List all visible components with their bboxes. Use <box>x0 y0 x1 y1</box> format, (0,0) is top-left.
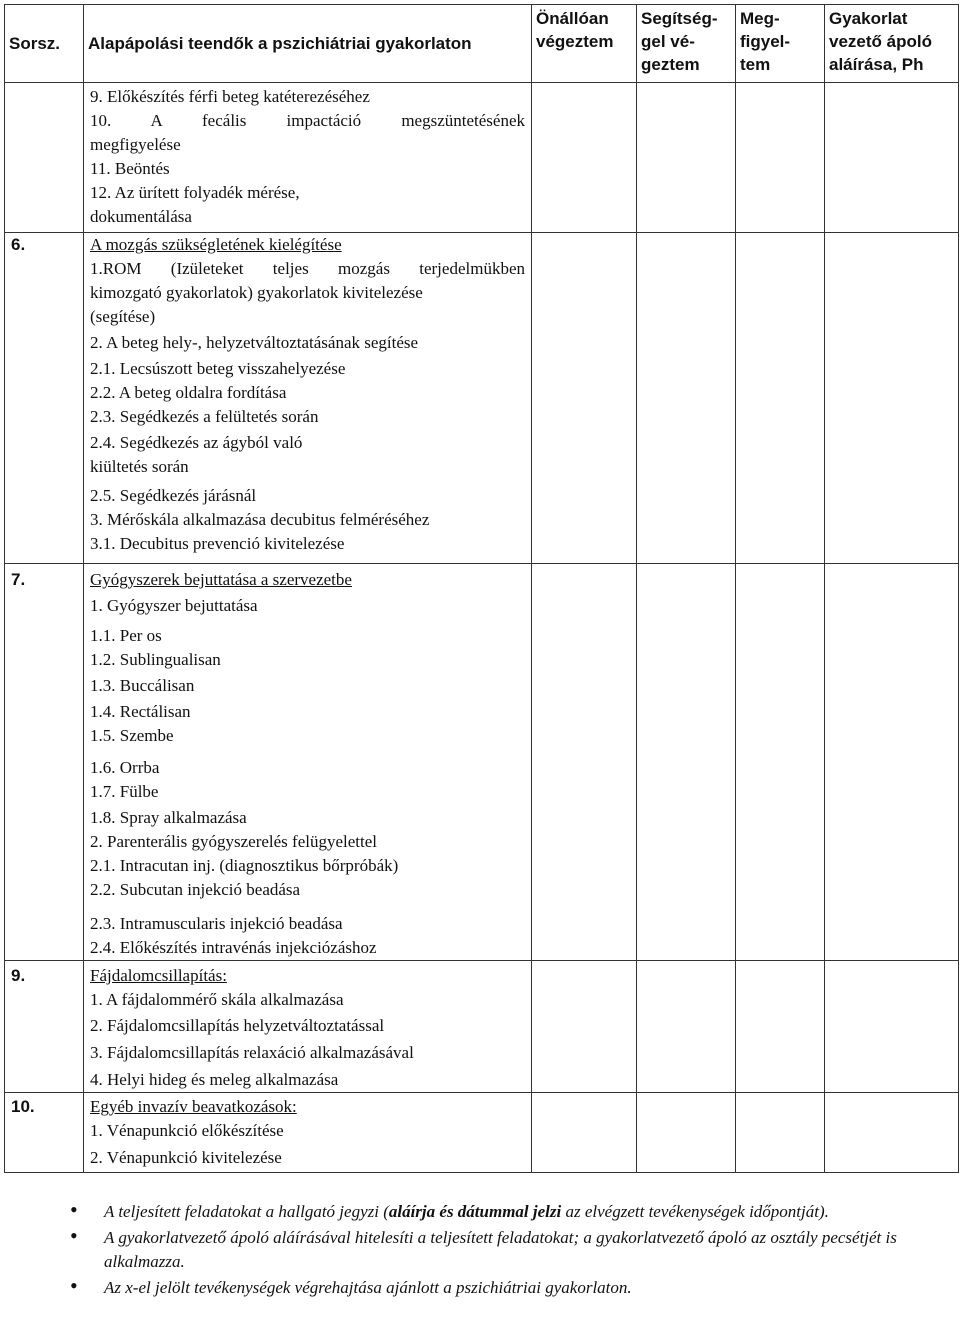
task-line: 9. Előkészítés férfi beteg katéterezéséhez <box>90 87 370 106</box>
row-number-cell: 9. <box>5 961 84 1093</box>
onalloan-checkbox-cell[interactable] <box>532 564 637 961</box>
task-line: 1.7. Fülbe <box>90 782 159 801</box>
signature-cell[interactable] <box>825 961 959 1093</box>
practice-checklist-table <box>4 4 959 1173</box>
header-row <box>5 5 959 83</box>
section-title: A mozgás szükségletének kielégítése <box>90 235 342 254</box>
task-line: kimozgató gyakorlatok) gyakorlatok kivitelezése <box>90 283 423 302</box>
task-line: 3.1. Decubitus prevenció kivitelezése <box>90 534 345 553</box>
task-line: 2.4. Segédkezés az ágyból való <box>90 433 303 452</box>
footnotes-list <box>70 1200 930 1302</box>
task-cell <box>84 233 532 564</box>
task-line: 2.2. Subcutan injekció beadása <box>90 880 301 899</box>
signature-cell[interactable] <box>825 564 959 961</box>
task-line: kiültetés során <box>90 457 189 476</box>
row-number-cell: 7. <box>5 564 84 961</box>
task-line: 10. A fecális impactáció megszüntetésének <box>90 111 525 130</box>
task-line: 2. Parenterális gyógyszerelés felügyelettel <box>90 832 377 851</box>
row-number-cell <box>5 83 84 233</box>
task-line: 1. Gyógyszer bejuttatása <box>90 596 258 615</box>
task-line: 3. Mérőskála alkalmazása decubitus felméréséhez <box>90 510 430 529</box>
megfigyeltem-checkbox-cell[interactable] <box>736 1093 825 1173</box>
task-line: (segítése) <box>90 307 156 326</box>
table-row-section-7 <box>5 564 959 961</box>
segitseggel-checkbox-cell[interactable] <box>637 83 736 233</box>
header-task: Alapápolási teendők a pszichiátriai gyakorlaton <box>84 5 532 83</box>
task-line: 2.3. Intramuscularis injekció beadása <box>90 914 343 933</box>
table-row-section-5-continued <box>5 83 959 233</box>
task-line: 1.6. Orrba <box>90 758 160 777</box>
task-line: megfigyelése <box>90 135 181 154</box>
task-line: 1.5. Szembe <box>90 726 174 745</box>
section-title: Gyógyszerek bejuttatása a szervezetbe <box>90 570 352 589</box>
row-number-cell: 6. <box>5 233 84 564</box>
header-onalloan: Önállóan végeztem <box>532 5 637 83</box>
segitseggel-checkbox-cell[interactable] <box>637 233 736 564</box>
onalloan-checkbox-cell[interactable] <box>532 961 637 1093</box>
segitseggel-checkbox-cell[interactable] <box>637 961 736 1093</box>
onalloan-checkbox-cell[interactable] <box>532 83 637 233</box>
task-line: 2.1. Intracutan inj. (diagnosztikus bőrpróbák) <box>90 856 399 875</box>
header-alairas: Gyakorlat vezető ápoló aláírása, Ph <box>825 5 959 83</box>
task-line: 1. A fájdalommérő skála alkalmazása <box>90 990 344 1009</box>
footnote-item: • A teljesített feladatokat a hallgató jegyzi (aláírja és dátummal jelzi az elvégzett tevékenységek időpontját). <box>70 1200 930 1224</box>
megfigyeltem-checkbox-cell[interactable] <box>736 961 825 1093</box>
header-sorsz: Sorsz. <box>5 5 84 83</box>
task-line: 4. Helyi hideg és meleg alkalmazása <box>90 1070 339 1089</box>
task-line: 1.ROM (Izületeket teljes mozgás terjedelmükben <box>90 259 525 278</box>
task-line: 2. Fájdalomcsillapítás helyzetváltoztatással <box>90 1016 385 1035</box>
section-title: Egyéb invazív beavatkozások: <box>90 1097 297 1116</box>
task-line: 2.3. Segédkezés a felültetés során <box>90 407 319 426</box>
task-line: 1. Vénapunkció előkészítése <box>90 1121 284 1140</box>
task-cell <box>84 1093 532 1173</box>
task-cell <box>84 961 532 1093</box>
task-line: 1.1. Per os <box>90 626 162 645</box>
footnote-item: • A gyakorlatvezető ápoló aláírásával hitelesíti a teljesített feladatokat; a gyakorlatvezető ápoló az osztály pecsétjét is alkalmazza. <box>70 1226 930 1274</box>
task-line: 2. A beteg hely-, helyzetváltoztatásának segítése <box>90 333 419 352</box>
task-line: 12. Az ürített folyadék mérése, <box>90 183 300 202</box>
task-line: dokumentálása <box>90 207 192 226</box>
onalloan-checkbox-cell[interactable] <box>532 233 637 564</box>
signature-cell[interactable] <box>825 1093 959 1173</box>
task-line: 2.2. A beteg oldalra fordítása <box>90 383 287 402</box>
table-row-section-9 <box>5 961 959 1093</box>
signature-cell[interactable] <box>825 83 959 233</box>
task-line: 2.5. Segédkezés járásnál <box>90 486 257 505</box>
task-line: 1.3. Buccálisan <box>90 676 195 695</box>
megfigyeltem-checkbox-cell[interactable] <box>736 233 825 564</box>
footnote-item: • Az x-el jelölt tevékenységek végrehajtása ajánlott a pszichiátriai gyakorlaton. <box>70 1276 930 1300</box>
task-cell <box>84 83 532 233</box>
row-number-cell: 10. <box>5 1093 84 1173</box>
task-line: 11. Beöntés <box>90 159 170 178</box>
task-line: 2.4. Előkészítés intravénás injekciózáshoz <box>90 938 377 957</box>
megfigyeltem-checkbox-cell[interactable] <box>736 83 825 233</box>
task-line: 3. Fájdalomcsillapítás relaxáció alkalmazásával <box>90 1043 414 1062</box>
segitseggel-checkbox-cell[interactable] <box>637 564 736 961</box>
table-row-section-6 <box>5 233 959 564</box>
signature-cell[interactable] <box>825 233 959 564</box>
section-title: Fájdalomcsillapítás: <box>90 966 227 985</box>
megfigyeltem-checkbox-cell[interactable] <box>736 564 825 961</box>
table-row-section-10 <box>5 1093 959 1173</box>
segitseggel-checkbox-cell[interactable] <box>637 1093 736 1173</box>
task-line: 1.4. Rectálisan <box>90 702 191 721</box>
task-cell <box>84 564 532 961</box>
task-line: 1.8. Spray alkalmazása <box>90 808 247 827</box>
task-line: 2.1. Lecsúszott beteg visszahelyezése <box>90 359 346 378</box>
onalloan-checkbox-cell[interactable] <box>532 1093 637 1173</box>
header-segitseggel: Segítség- gel vé- geztem <box>637 5 736 83</box>
task-line: 1.2. Sublingualisan <box>90 650 221 669</box>
header-megfigyeltem: Meg- figyel- tem <box>736 5 825 83</box>
task-line: 2. Vénapunkció kivitelezése <box>90 1148 282 1167</box>
